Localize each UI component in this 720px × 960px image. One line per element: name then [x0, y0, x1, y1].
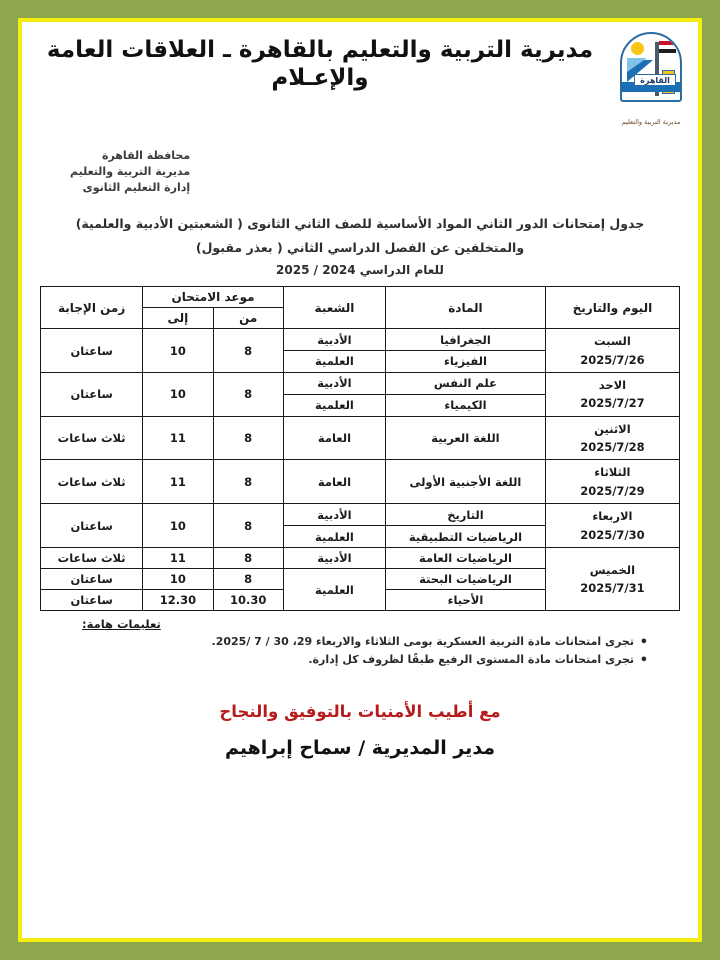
cell-subject: الرياضيات التطبيقية — [386, 526, 546, 548]
cell-day-date — [545, 460, 679, 504]
table-row — [41, 460, 680, 504]
note-item: • تجرى امتحانات مادة التربية العسكرية بومى الثلاثاء والاربعاء 29، 30 / 7 /2025. — [46, 633, 648, 651]
cell-time-to: 12.30 — [143, 590, 213, 611]
cell-time-to: 10 — [143, 569, 213, 590]
cell-subject: التاريخ — [386, 504, 546, 526]
cell-section: الأدبية — [283, 548, 385, 569]
header-date: اليوم والتاريخ — [545, 287, 679, 329]
sail-highlight-icon — [627, 58, 647, 72]
cell-duration: ساعتان — [41, 569, 143, 590]
sun-icon — [631, 42, 644, 55]
table-head — [41, 287, 680, 329]
organization-block — [22, 130, 698, 194]
cairo-education-directorate-logo-icon — [614, 30, 688, 126]
cell-time-to: 11 — [143, 548, 213, 569]
table-row — [41, 372, 680, 394]
title-line-1: جدول إمتحانات الدور الثاني المواد الأساسية للصف الثاني الثانوى ( الشعبتين الأدبية والعلمية) — [75, 215, 645, 231]
cell-duration: ثلاث ساعات — [41, 460, 143, 504]
title-block — [22, 196, 698, 282]
cell-duration: ساعتان — [41, 590, 143, 611]
header-title: مديرية التربية والتعليم بالقاهرة ـ العلاقات العامة والإعـلام — [46, 37, 594, 91]
cell-section: الأدبية — [283, 329, 385, 351]
cell-day-date — [545, 416, 679, 460]
table-row — [41, 329, 680, 351]
cell-subject: الرياضيات البحتة — [386, 569, 546, 590]
cell-time-to: 11 — [143, 460, 213, 504]
cell-time-to: 10 — [143, 504, 213, 548]
cell-subject: الجغرافيا — [386, 329, 546, 351]
header-exam-time-group: موعد الامتحان — [143, 287, 284, 308]
cell-subject: الكيمياء — [386, 394, 546, 416]
cell-section: الأدبية — [283, 372, 385, 394]
cell-duration: ساعتان — [41, 372, 143, 416]
cell-day: الاحد — [598, 377, 627, 392]
header-to: إلى — [143, 308, 213, 329]
header-section: الشعبة — [283, 287, 385, 329]
cell-date: 2025/7/29 — [580, 483, 645, 498]
cell-day-date — [545, 548, 679, 611]
title-line-3: للعام الدراسي 2024 / 2025 — [276, 263, 444, 278]
schedule-table-wrapper — [22, 282, 698, 611]
cell-date: 2025/7/30 — [580, 527, 645, 542]
good-wishes-text: مع أطيب الأمنيات بالتوفيق والنجاح — [219, 702, 501, 722]
cell-section: العامة — [283, 416, 385, 460]
cell-day-date — [545, 504, 679, 548]
cell-subject: اللغة العربية — [386, 416, 546, 460]
cell-date: 2025/7/31 — [580, 581, 645, 596]
cell-time-from: 10.30 — [213, 590, 283, 611]
exam-schedule-table — [40, 286, 680, 611]
document-footer — [22, 669, 698, 766]
header-duration: زمن الإجابة — [41, 287, 143, 329]
logo-main-text: القاهرة — [634, 74, 676, 86]
cell-section: الأدبية — [283, 504, 385, 526]
cell-time-from: 8 — [213, 460, 283, 504]
signature-text: مدير المديرية / سماح إبراهيم — [224, 736, 496, 759]
cell-duration: ساعتان — [41, 504, 143, 548]
org-line-directorate: مديرية التربية والتعليم — [70, 164, 191, 178]
cell-time-from: 8 — [213, 416, 283, 460]
cell-time-from: 8 — [213, 569, 283, 590]
cell-section: العلمية — [283, 569, 385, 611]
cell-day: الثلاثاء — [594, 465, 631, 480]
cell-subject: الرياضيات العامة — [386, 548, 546, 569]
cell-day: الاثنين — [594, 421, 631, 436]
notes-list — [46, 633, 674, 669]
header-from: من — [213, 308, 283, 329]
table-body — [41, 329, 680, 611]
cell-time-to: 10 — [143, 329, 213, 373]
cell-subject: الأحياء — [386, 590, 546, 611]
cell-section: العامة — [283, 460, 385, 504]
cell-section: العلمية — [283, 526, 385, 548]
org-line-governorate: محافظة القاهرة — [101, 149, 191, 162]
egypt-flag-icon — [659, 41, 676, 53]
logo-shield-shape — [620, 32, 682, 102]
cell-subject: علم النفس — [386, 372, 546, 394]
table-header-row-1 — [41, 287, 680, 308]
title-line-2: والمتخلفين عن الفصل الدراسي الثاني ( بعذر مقبول) — [195, 239, 525, 255]
cell-day-date — [545, 372, 679, 416]
important-notes — [22, 611, 698, 669]
cell-date: 2025/7/27 — [580, 396, 645, 411]
cell-subject: اللغة الأجنبية الأولى — [386, 460, 546, 504]
cell-subject: الفيزياء — [386, 351, 546, 373]
cell-section: العلمية — [283, 394, 385, 416]
cell-time-to: 11 — [143, 416, 213, 460]
cell-day: الاربعاء — [592, 509, 633, 524]
logo-sub-text: مديرية التربية والتعليم — [621, 118, 681, 126]
cell-duration: ثلاث ساعات — [41, 548, 143, 569]
cell-time-to: 10 — [143, 372, 213, 416]
cell-day-date — [545, 329, 679, 373]
yellow-frame-border — [18, 18, 702, 942]
cell-time-from: 8 — [213, 329, 283, 373]
cell-time-from: 8 — [213, 548, 283, 569]
notes-title: تعليمات هامة: — [82, 617, 161, 632]
cell-duration: ساعتان — [41, 329, 143, 373]
table-row — [41, 504, 680, 526]
cell-day: الخميس — [589, 562, 636, 577]
cell-day: السبت — [593, 334, 631, 349]
cell-time-from: 8 — [213, 504, 283, 548]
header-subject: المادة — [386, 287, 546, 329]
document-sheet — [22, 22, 698, 938]
note-item: • تجرى امتحانات مادة المستوى الرفيع طبقًا لظروف كل إدارة. — [46, 651, 648, 669]
cell-section: العلمية — [283, 351, 385, 373]
cell-time-from: 8 — [213, 372, 283, 416]
table-row — [41, 548, 680, 569]
document-header — [22, 22, 698, 130]
org-line-department: إدارة التعليم الثانوى — [82, 180, 191, 194]
table-row — [41, 416, 680, 460]
cell-date: 2025/7/26 — [580, 352, 645, 367]
cell-duration: ثلاث ساعات — [41, 416, 143, 460]
cell-date: 2025/7/28 — [580, 440, 645, 455]
